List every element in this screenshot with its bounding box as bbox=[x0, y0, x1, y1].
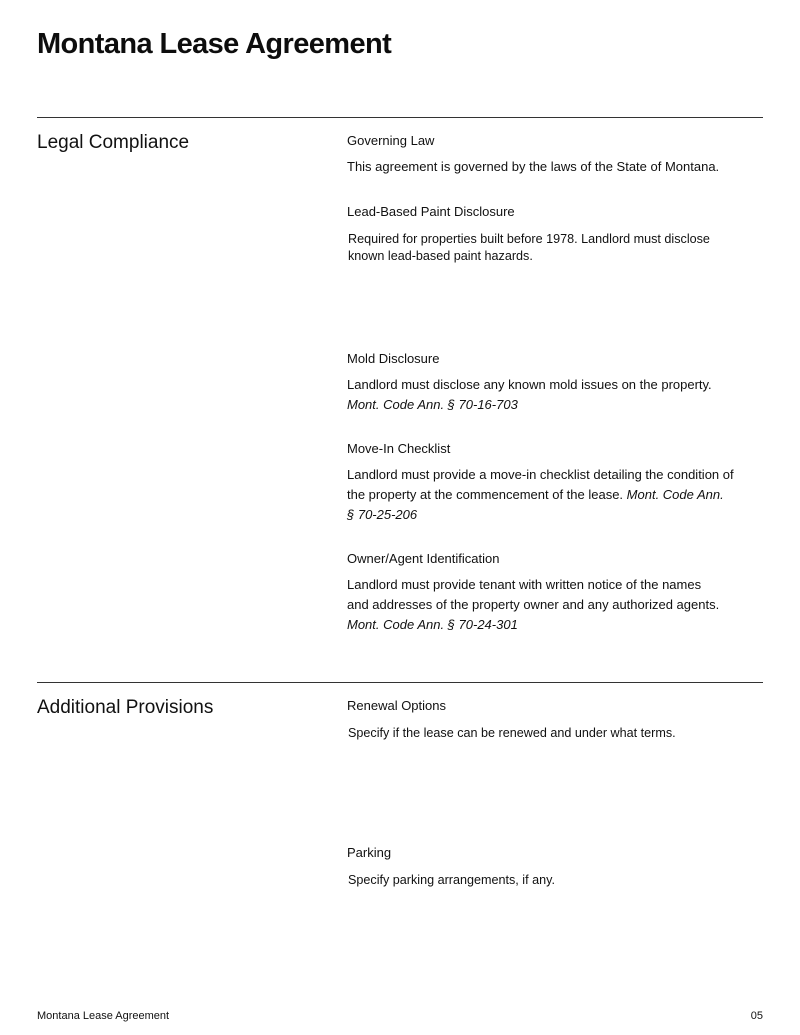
clause-governing-law bbox=[347, 133, 757, 177]
footer-page-number: 05 bbox=[750, 1010, 763, 1022]
clause-body bbox=[347, 575, 757, 635]
clause-body bbox=[348, 231, 757, 265]
clause-body bbox=[347, 465, 757, 525]
clause-body-line: Landlord must provide tenant with written notice of the names bbox=[347, 577, 702, 592]
clause-body: This agreement is governed by the laws of the State of Montana. bbox=[347, 159, 720, 174]
clause-parking bbox=[347, 845, 757, 889]
clause-renewal-options bbox=[347, 698, 757, 742]
clause-mold bbox=[347, 351, 757, 415]
clause-title: Move-In Checklist bbox=[347, 441, 451, 456]
clause-body-line: known lead-based paint hazards. bbox=[348, 249, 533, 263]
section-divider bbox=[37, 682, 763, 683]
clause-title: Renewal Options bbox=[347, 698, 446, 713]
statute-citation: Mont. Code Ann. bbox=[626, 487, 724, 502]
clause-body-line: Landlord must provide a move-in checklist detailing the condition of bbox=[347, 467, 734, 482]
footer-document-name: Montana Lease Agreement bbox=[37, 1010, 170, 1022]
clause-title: Governing Law bbox=[347, 133, 435, 148]
clause-body: Specify parking arrangements, if any. bbox=[348, 873, 555, 887]
statute-citation: Mont. Code Ann. § 70-24-301 bbox=[347, 617, 518, 632]
clause-owner-agent-identification bbox=[347, 551, 757, 635]
clause-body bbox=[347, 375, 757, 415]
section-title-legal-compliance: Legal Compliance bbox=[37, 132, 190, 153]
statute-citation: § 70-25-206 bbox=[347, 507, 418, 522]
section-title-additional-provisions: Additional Provisions bbox=[37, 697, 214, 718]
statute-citation: Mont. Code Ann. § 70-16-703 bbox=[347, 397, 518, 412]
clause-body: Specify if the lease can be renewed and under what terms. bbox=[348, 726, 676, 740]
clause-lead-paint bbox=[347, 204, 757, 265]
document-title: Montana Lease Agreement bbox=[37, 28, 392, 60]
clause-title: Lead-Based Paint Disclosure bbox=[347, 204, 515, 219]
clause-title: Mold Disclosure bbox=[347, 351, 440, 366]
clause-move-in-checklist bbox=[347, 441, 757, 525]
clause-title: Parking bbox=[347, 845, 392, 860]
section-divider bbox=[37, 117, 763, 118]
clause-body-line: and addresses of the property owner and any authorized agents. bbox=[347, 597, 720, 612]
clause-body-text: Landlord must disclose any known mold issues on the property. bbox=[347, 377, 712, 392]
clause-body-line: Required for properties built before 1978. Landlord must disclose bbox=[348, 232, 710, 246]
clause-body-line: the property at the commencement of the lease. bbox=[347, 487, 624, 502]
clause-title: Owner/Agent Identification bbox=[347, 551, 500, 566]
